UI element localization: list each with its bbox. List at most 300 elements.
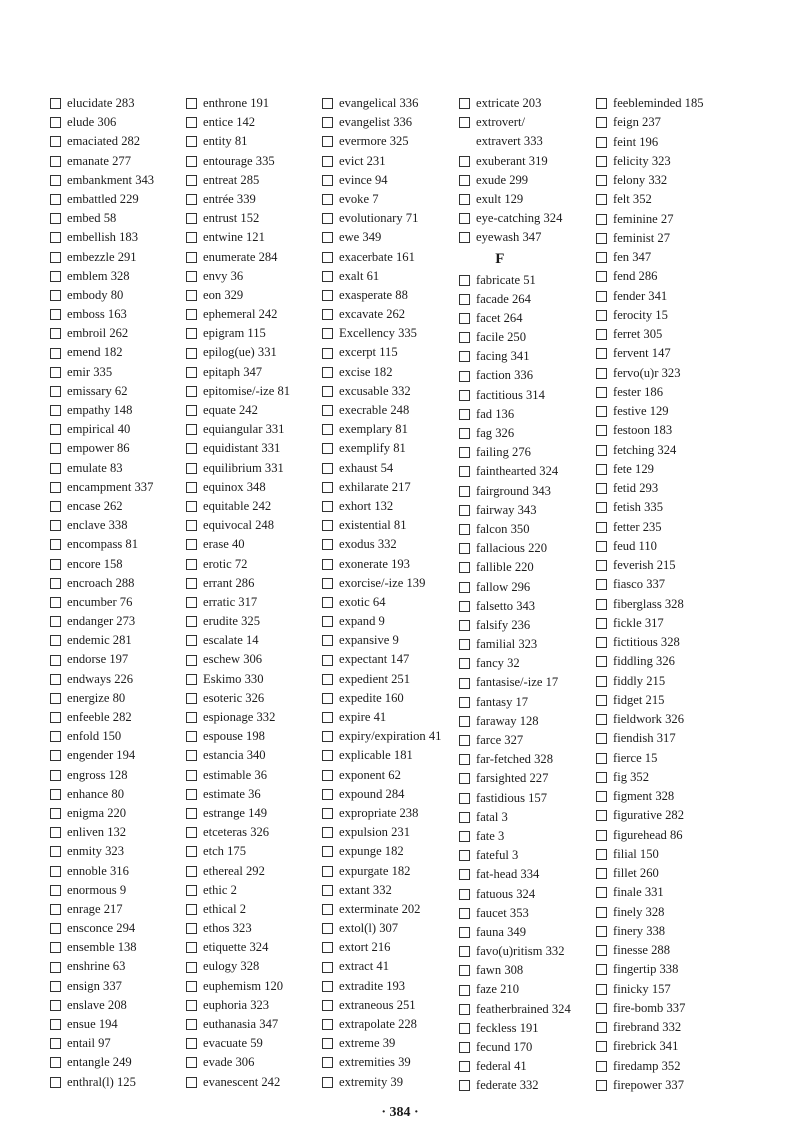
checkbox[interactable]	[596, 907, 607, 918]
index-entry[interactable]	[322, 267, 441, 286]
checkbox[interactable]	[322, 232, 333, 243]
checkbox[interactable]	[322, 290, 333, 301]
checkbox[interactable]	[459, 927, 470, 938]
checkbox[interactable]	[50, 616, 61, 627]
checkbox[interactable]	[322, 213, 333, 224]
index-entry[interactable]	[186, 650, 290, 669]
checkbox[interactable]	[596, 676, 607, 687]
checkbox[interactable]	[186, 309, 197, 320]
checkbox[interactable]	[459, 793, 470, 804]
checkbox[interactable]	[596, 310, 607, 321]
index-entry[interactable]	[50, 804, 154, 823]
index-entry[interactable]	[459, 827, 571, 846]
checkbox[interactable]	[50, 175, 61, 186]
index-entry[interactable]	[322, 209, 441, 228]
checkbox[interactable]	[322, 923, 333, 934]
checkbox[interactable]	[596, 926, 607, 937]
index-entry[interactable]	[186, 324, 290, 343]
index-entry[interactable]	[596, 922, 704, 941]
index-entry[interactable]	[186, 746, 290, 765]
index-entry[interactable]	[186, 766, 290, 785]
checkbox[interactable]	[322, 136, 333, 147]
index-entry[interactable]	[50, 497, 154, 516]
index-entry[interactable]	[186, 171, 290, 190]
index-entry[interactable]	[459, 558, 571, 577]
checkbox[interactable]	[50, 213, 61, 224]
checkbox[interactable]	[459, 332, 470, 343]
index-entry[interactable]	[596, 152, 704, 171]
index-entry[interactable]	[322, 152, 441, 171]
checkbox[interactable]	[322, 750, 333, 761]
index-entry[interactable]	[50, 555, 154, 574]
index-entry[interactable]	[50, 305, 154, 324]
index-entry[interactable]	[459, 1000, 571, 1019]
index-entry[interactable]	[596, 826, 704, 845]
checkbox[interactable]	[596, 984, 607, 995]
index-entry[interactable]	[459, 654, 571, 673]
index-entry[interactable]	[50, 708, 154, 727]
index-entry[interactable]	[50, 650, 154, 669]
index-entry[interactable]	[50, 823, 154, 842]
checkbox[interactable]	[596, 810, 607, 821]
index-entry[interactable]	[50, 1015, 154, 1034]
checkbox[interactable]	[50, 827, 61, 838]
checkbox[interactable]	[186, 156, 197, 167]
checkbox[interactable]	[596, 656, 607, 667]
index-entry[interactable]	[596, 94, 704, 113]
checkbox[interactable]	[322, 1057, 333, 1068]
checkbox[interactable]	[50, 136, 61, 147]
checkbox[interactable]	[322, 309, 333, 320]
checkbox[interactable]	[50, 367, 61, 378]
index-entry[interactable]	[322, 574, 441, 593]
index-entry[interactable]	[322, 420, 441, 439]
checkbox[interactable]	[186, 962, 197, 973]
index-entry[interactable]	[596, 344, 704, 363]
checkbox[interactable]	[459, 428, 470, 439]
checkbox[interactable]	[186, 386, 197, 397]
checkbox[interactable]	[459, 156, 470, 167]
checkbox[interactable]	[322, 616, 333, 627]
index-entry[interactable]	[186, 190, 290, 209]
index-entry[interactable]	[186, 938, 290, 957]
checkbox[interactable]	[459, 965, 470, 976]
index-entry[interactable]	[322, 228, 441, 247]
checkbox[interactable]	[50, 693, 61, 704]
index-entry[interactable]	[186, 459, 290, 478]
index-entry[interactable]	[322, 804, 441, 823]
index-entry[interactable]	[322, 113, 441, 132]
checkbox[interactable]	[50, 443, 61, 454]
index-entry[interactable]	[322, 996, 441, 1015]
index-entry[interactable]	[186, 842, 290, 861]
index-entry[interactable]	[186, 708, 290, 727]
checkbox[interactable]	[322, 367, 333, 378]
checkbox[interactable]	[459, 524, 470, 535]
checkbox[interactable]	[322, 981, 333, 992]
index-entry[interactable]	[186, 881, 290, 900]
checkbox[interactable]	[186, 904, 197, 915]
index-entry[interactable]	[50, 267, 154, 286]
index-entry[interactable]	[596, 537, 704, 556]
index-entry[interactable]	[459, 923, 571, 942]
checkbox[interactable]	[322, 98, 333, 109]
index-entry[interactable]	[186, 957, 290, 976]
checkbox[interactable]	[322, 1000, 333, 1011]
index-entry[interactable]	[596, 498, 704, 517]
checkbox[interactable]	[50, 904, 61, 915]
index-entry[interactable]	[322, 555, 441, 574]
index-entry[interactable]	[459, 94, 571, 113]
checkbox[interactable]	[322, 789, 333, 800]
checkbox[interactable]	[186, 367, 197, 378]
index-entry[interactable]	[322, 881, 441, 900]
checkbox[interactable]	[596, 714, 607, 725]
checkbox[interactable]	[459, 831, 470, 842]
index-entry[interactable]	[596, 999, 704, 1018]
index-entry[interactable]	[186, 555, 290, 574]
checkbox[interactable]	[186, 482, 197, 493]
index-entry[interactable]	[459, 597, 571, 616]
checkbox[interactable]	[322, 635, 333, 646]
checkbox[interactable]	[596, 560, 607, 571]
index-entry[interactable]	[596, 787, 704, 806]
checkbox[interactable]	[459, 213, 470, 224]
checkbox[interactable]	[50, 117, 61, 128]
index-entry[interactable]	[50, 919, 154, 938]
index-entry[interactable]	[186, 727, 290, 746]
checkbox[interactable]	[322, 866, 333, 877]
index-entry[interactable]	[186, 228, 290, 247]
checkbox[interactable]	[596, 695, 607, 706]
index-entry[interactable]	[322, 823, 441, 842]
index-entry[interactable]	[459, 1038, 571, 1057]
index-entry[interactable]	[186, 132, 290, 151]
checkbox[interactable]	[50, 559, 61, 570]
index-entry[interactable]	[50, 957, 154, 976]
checkbox[interactable]	[50, 463, 61, 474]
checkbox[interactable]	[50, 309, 61, 320]
checkbox[interactable]	[596, 753, 607, 764]
checkbox[interactable]	[50, 1000, 61, 1011]
checkbox[interactable]	[322, 1077, 333, 1088]
checkbox[interactable]	[186, 501, 197, 512]
checkbox[interactable]	[596, 791, 607, 802]
index-entry[interactable]	[596, 133, 704, 152]
index-entry[interactable]	[50, 516, 154, 535]
checkbox[interactable]	[596, 291, 607, 302]
index-entry[interactable]	[186, 919, 290, 938]
checkbox[interactable]	[186, 866, 197, 877]
index-entry[interactable]	[459, 942, 571, 961]
index-entry[interactable]	[459, 190, 571, 209]
checkbox[interactable]	[596, 733, 607, 744]
index-entry[interactable]	[459, 366, 571, 385]
checkbox[interactable]	[322, 770, 333, 781]
checkbox[interactable]	[596, 964, 607, 975]
index-entry[interactable]	[186, 574, 290, 593]
checkbox[interactable]	[50, 194, 61, 205]
checkbox[interactable]	[50, 674, 61, 685]
index-entry[interactable]	[186, 1015, 290, 1034]
checkbox[interactable]	[50, 482, 61, 493]
index-entry[interactable]	[459, 171, 571, 190]
index-entry[interactable]	[50, 938, 154, 957]
checkbox[interactable]	[459, 1080, 470, 1091]
index-entry[interactable]	[322, 324, 441, 343]
checkbox[interactable]	[596, 868, 607, 879]
checkbox[interactable]	[596, 1003, 607, 1014]
checkbox[interactable]	[596, 425, 607, 436]
index-entry[interactable]	[459, 539, 571, 558]
checkbox[interactable]	[459, 486, 470, 497]
checkbox[interactable]	[50, 1019, 61, 1030]
index-entry[interactable]	[186, 94, 290, 113]
index-entry[interactable]	[50, 785, 154, 804]
index-entry[interactable]	[186, 401, 290, 420]
checkbox[interactable]	[596, 849, 607, 860]
checkbox[interactable]	[459, 194, 470, 205]
index-entry[interactable]	[186, 152, 290, 171]
index-entry[interactable]	[50, 593, 154, 612]
index-entry[interactable]	[50, 363, 154, 382]
index-entry[interactable]	[596, 210, 704, 229]
checkbox[interactable]	[186, 98, 197, 109]
checkbox[interactable]	[459, 294, 470, 305]
index-entry[interactable]	[322, 1073, 441, 1092]
checkbox[interactable]	[596, 137, 607, 148]
checkbox[interactable]	[50, 290, 61, 301]
checkbox[interactable]	[50, 1057, 61, 1068]
checkbox[interactable]	[459, 232, 470, 243]
checkbox[interactable]	[459, 390, 470, 401]
index-entry[interactable]	[322, 132, 441, 151]
checkbox[interactable]	[50, 98, 61, 109]
checkbox[interactable]	[459, 175, 470, 186]
index-entry[interactable]	[186, 478, 290, 497]
index-entry[interactable]	[459, 635, 571, 654]
index-entry[interactable]	[50, 152, 154, 171]
checkbox[interactable]	[186, 290, 197, 301]
index-entry[interactable]	[322, 1015, 441, 1034]
index-entry[interactable]	[50, 343, 154, 362]
index-entry[interactable]	[186, 593, 290, 612]
checkbox[interactable]	[322, 655, 333, 666]
checkbox[interactable]	[186, 520, 197, 531]
index-entry[interactable]	[596, 614, 704, 633]
checkbox[interactable]	[322, 348, 333, 359]
checkbox[interactable]	[50, 520, 61, 531]
index-entry[interactable]	[596, 518, 704, 537]
index-entry[interactable]	[186, 420, 290, 439]
checkbox[interactable]	[186, 712, 197, 723]
index-entry[interactable]	[459, 1057, 571, 1076]
index-entry[interactable]	[459, 750, 571, 769]
checkbox[interactable]	[322, 271, 333, 282]
checkbox[interactable]	[186, 693, 197, 704]
checkbox[interactable]	[186, 770, 197, 781]
index-entry[interactable]	[596, 113, 704, 132]
checkbox[interactable]	[322, 597, 333, 608]
index-entry[interactable]	[459, 309, 571, 328]
checkbox[interactable]	[596, 233, 607, 244]
checkbox[interactable]	[50, 923, 61, 934]
checkbox[interactable]	[596, 599, 607, 610]
index-entry[interactable]	[596, 864, 704, 883]
index-entry[interactable]	[322, 593, 441, 612]
index-entry[interactable]	[186, 305, 290, 324]
checkbox[interactable]	[459, 275, 470, 286]
index-entry[interactable]	[186, 1034, 290, 1053]
checkbox[interactable]	[50, 731, 61, 742]
checkbox[interactable]	[186, 578, 197, 589]
checkbox[interactable]	[186, 213, 197, 224]
index-entry[interactable]	[322, 1034, 441, 1053]
index-entry[interactable]	[322, 727, 441, 746]
checkbox[interactable]	[459, 601, 470, 612]
index-entry[interactable]	[50, 171, 154, 190]
checkbox[interactable]	[322, 693, 333, 704]
index-entry[interactable]	[596, 306, 704, 325]
index-entry[interactable]	[459, 482, 571, 501]
index-entry[interactable]	[459, 904, 571, 923]
index-entry[interactable]	[322, 459, 441, 478]
checkbox[interactable]	[459, 773, 470, 784]
checkbox[interactable]	[186, 1077, 197, 1088]
index-entry[interactable]	[322, 631, 441, 650]
index-entry[interactable]	[322, 612, 441, 631]
checkbox[interactable]	[459, 1004, 470, 1015]
index-entry[interactable]	[596, 633, 704, 652]
index-entry[interactable]	[322, 497, 441, 516]
index-entry[interactable]	[322, 650, 441, 669]
checkbox[interactable]	[186, 981, 197, 992]
checkbox[interactable]	[596, 194, 607, 205]
checkbox[interactable]	[322, 501, 333, 512]
checkbox[interactable]	[50, 655, 61, 666]
checkbox[interactable]	[322, 712, 333, 723]
index-entry[interactable]	[596, 595, 704, 614]
checkbox[interactable]	[459, 1042, 470, 1053]
index-entry[interactable]	[186, 1073, 290, 1092]
index-entry[interactable]	[186, 439, 290, 458]
index-entry[interactable]	[459, 789, 571, 808]
index-entry[interactable]	[596, 421, 704, 440]
index-entry[interactable]	[322, 94, 441, 113]
checkbox[interactable]	[186, 539, 197, 550]
checkbox[interactable]	[596, 348, 607, 359]
checkbox[interactable]	[596, 214, 607, 225]
checkbox[interactable]	[459, 313, 470, 324]
index-entry[interactable]	[459, 673, 571, 692]
index-entry[interactable]	[322, 1053, 441, 1072]
index-entry[interactable]	[459, 347, 571, 366]
index-entry[interactable]	[459, 228, 571, 247]
index-entry[interactable]	[596, 1057, 704, 1076]
checkbox[interactable]	[459, 582, 470, 593]
checkbox[interactable]	[459, 908, 470, 919]
checkbox[interactable]	[596, 772, 607, 783]
index-entry[interactable]	[322, 708, 441, 727]
index-entry[interactable]	[186, 785, 290, 804]
index-entry[interactable]	[186, 209, 290, 228]
index-entry[interactable]	[459, 209, 571, 228]
checkbox[interactable]	[459, 409, 470, 420]
checkbox[interactable]	[459, 735, 470, 746]
index-entry[interactable]	[459, 405, 571, 424]
index-entry[interactable]	[459, 520, 571, 539]
index-entry[interactable]	[596, 806, 704, 825]
checkbox[interactable]	[50, 808, 61, 819]
index-entry[interactable]	[50, 977, 154, 996]
index-entry[interactable]	[459, 462, 571, 481]
index-entry[interactable]	[50, 612, 154, 631]
checkbox[interactable]	[322, 808, 333, 819]
checkbox[interactable]	[50, 424, 61, 435]
index-entry[interactable]	[322, 862, 441, 881]
index-entry[interactable]	[322, 401, 441, 420]
checkbox[interactable]	[596, 464, 607, 475]
index-entry[interactable]	[186, 535, 290, 554]
index-entry[interactable]	[50, 420, 154, 439]
checkbox[interactable]	[186, 348, 197, 359]
checkbox[interactable]	[186, 194, 197, 205]
index-entry[interactable]	[50, 766, 154, 785]
checkbox[interactable]	[459, 850, 470, 861]
checkbox[interactable]	[50, 1038, 61, 1049]
index-entry[interactable]	[459, 616, 571, 635]
index-entry[interactable]	[596, 768, 704, 787]
index-entry[interactable]	[459, 712, 571, 731]
checkbox[interactable]	[322, 904, 333, 915]
checkbox[interactable]	[459, 543, 470, 554]
checkbox[interactable]	[459, 658, 470, 669]
index-entry[interactable]	[596, 460, 704, 479]
index-entry[interactable]	[186, 113, 290, 132]
checkbox[interactable]	[596, 329, 607, 340]
checkbox[interactable]	[459, 620, 470, 631]
index-entry[interactable]	[186, 1053, 290, 1072]
index-entry[interactable]	[186, 286, 290, 305]
checkbox[interactable]	[596, 368, 607, 379]
index-entry[interactable]	[50, 881, 154, 900]
index-entry[interactable]	[50, 1053, 154, 1072]
checkbox[interactable]	[186, 1000, 197, 1011]
checkbox[interactable]	[596, 445, 607, 456]
index-entry[interactable]	[50, 900, 154, 919]
checkbox[interactable]	[596, 175, 607, 186]
checkbox[interactable]	[459, 562, 470, 573]
checkbox[interactable]	[50, 942, 61, 953]
checkbox[interactable]	[50, 405, 61, 416]
checkbox[interactable]	[459, 697, 470, 708]
checkbox[interactable]	[186, 175, 197, 186]
index-entry[interactable]	[50, 862, 154, 881]
index-entry[interactable]	[322, 535, 441, 554]
index-entry[interactable]	[186, 670, 290, 689]
checkbox[interactable]	[50, 578, 61, 589]
checkbox[interactable]	[186, 232, 197, 243]
checkbox[interactable]	[596, 156, 607, 167]
checkbox[interactable]	[459, 466, 470, 477]
index-entry[interactable]	[596, 941, 704, 960]
index-entry[interactable]	[186, 382, 290, 401]
checkbox[interactable]	[186, 117, 197, 128]
checkbox[interactable]	[596, 541, 607, 552]
index-entry[interactable]	[186, 996, 290, 1015]
index-entry[interactable]	[459, 271, 571, 290]
index-entry[interactable]	[50, 113, 154, 132]
